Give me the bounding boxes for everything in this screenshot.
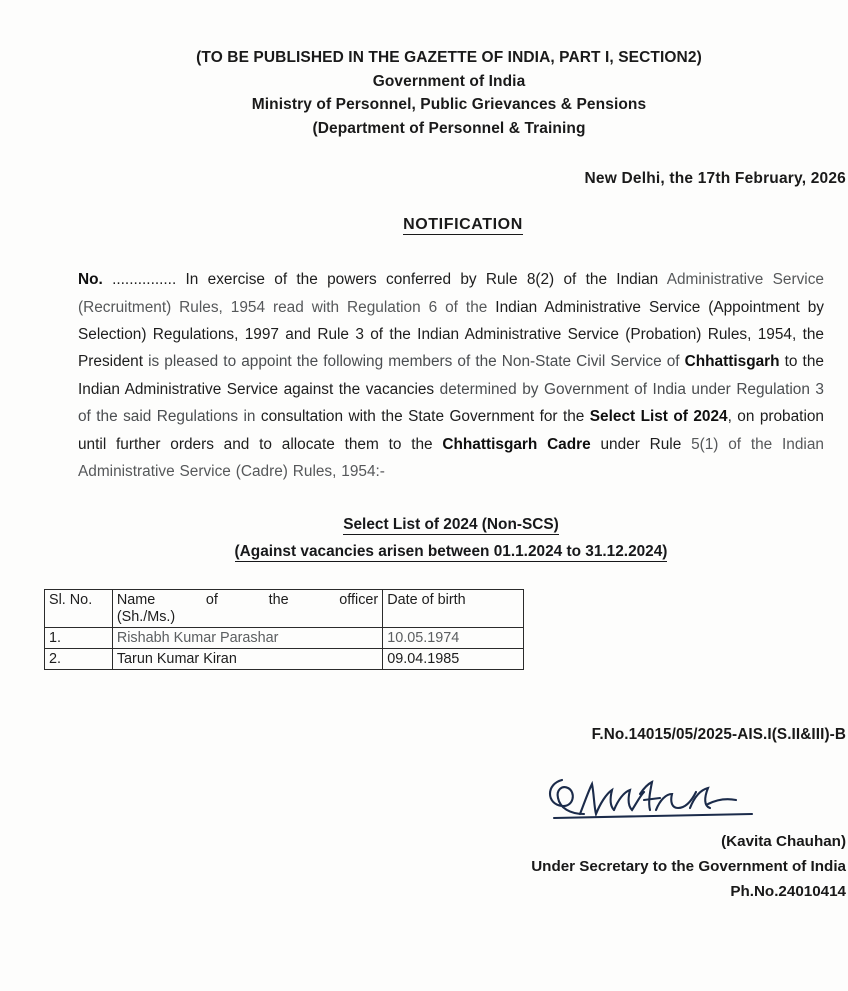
header-name-sub: (Sh./Ms.) — [116, 609, 176, 626]
header-sl-no: Sl. No. — [45, 590, 113, 628]
body-text-11: under Rule — [600, 435, 682, 453]
select-list-heading — [78, 512, 824, 566]
row-officer-name: Rishabh Kumar Parashar — [112, 628, 382, 649]
header-name-word-4: officer — [339, 592, 379, 609]
document-header — [72, 46, 826, 140]
table-row — [45, 649, 524, 670]
file-number: F.No.14015/05/2025-AIS.I(S.II&III)-B — [591, 726, 846, 744]
body-state-name: Chhattisgarh — [684, 353, 780, 371]
body-text-7: determined by Government of India under Regulation 3 of the said Regulations in — [78, 380, 824, 426]
body-text-2: Administrative Service (Recruitment) Rules, 1954 read with Regulation 6 of the — [78, 271, 824, 316]
body-text-12: 5(1) of the Indian Administrative Service (Cadre) Rules, 1954:- — [78, 435, 824, 481]
government-line: Government of India — [372, 72, 526, 90]
row-date-of-birth: 10.05.1974 — [383, 628, 524, 649]
signature-area — [78, 770, 848, 826]
body-select-list: Select List of 2024 — [589, 408, 728, 426]
notification-body — [78, 266, 824, 485]
signatory-phone: Ph.No.24010414 — [730, 882, 846, 900]
body-cadre: Chhattisgarh Cadre — [442, 435, 591, 453]
row-officer-name: Tarun Kumar Kiran — [112, 649, 382, 670]
body-text-5: is pleased to appoint the following members of the Non-State Civil Service of — [148, 353, 680, 371]
header-name-word-1: Name — [116, 592, 156, 609]
table-row — [45, 628, 524, 649]
signatory-name: (Kavita Chauhan) — [721, 833, 846, 851]
row-date-of-birth: 09.04.1985 — [383, 649, 524, 670]
ministry-line: Ministry of Personnel, Public Grievances & Pensions — [251, 96, 647, 114]
notification-title — [78, 216, 848, 234]
body-no-label: No. — [78, 271, 103, 289]
body-text-3: Indian Administrative Service (Appointment by Selection) Regulations, 1997 and — [78, 298, 824, 344]
body-dots: ............... — [112, 271, 177, 289]
body-text-1: In exercise of the powers conferred by Rule 8(2) of the Indian — [185, 271, 659, 289]
officers-table — [44, 589, 524, 670]
department-line: (Department of Personnel & Training — [312, 119, 586, 137]
select-list-heading-line2: (Against vacancies arisen between 01.1.2024 to 31.12.2024) — [234, 542, 668, 560]
table-header-row — [45, 590, 524, 628]
header-date-of-birth: Date of birth — [383, 590, 524, 628]
header-officer-name — [112, 590, 382, 628]
place-and-date: New Delhi, the 17th February, 2026 — [584, 170, 846, 188]
notification-title-text: NOTIFICATION — [403, 216, 523, 234]
signatory-designation: Under Secretary to the Government of India — [531, 858, 846, 876]
row-sl-no: 2. — [45, 649, 113, 670]
body-text-8: consultation with the State Government for the — [260, 408, 585, 426]
body-text-4: Rule 3 of the Indian Administrative Service (Probation) Rules, 1954, the President — [78, 326, 824, 371]
document-content — [49, 46, 848, 904]
body-text-10: until further orders and to allocate them to the — [78, 435, 433, 453]
signatory-block — [78, 830, 848, 904]
officers-table-wrapper — [44, 589, 848, 670]
gazette-line: (TO BE PUBLISHED IN THE GAZETTE OF INDIA, PART I, SECTION2) — [196, 49, 702, 66]
body-text-6: to the Indian Administrative Service against the vacancies — [78, 353, 824, 398]
select-list-heading-line1: Select List of 2024 (Non-SCS) — [343, 515, 559, 533]
handwritten-signature-icon — [540, 770, 770, 828]
row-sl-no: 1. — [45, 628, 113, 649]
header-name-word-3: the — [268, 592, 289, 609]
body-text-9: , on probation — [727, 408, 824, 426]
header-name-word-2: of — [205, 592, 218, 609]
